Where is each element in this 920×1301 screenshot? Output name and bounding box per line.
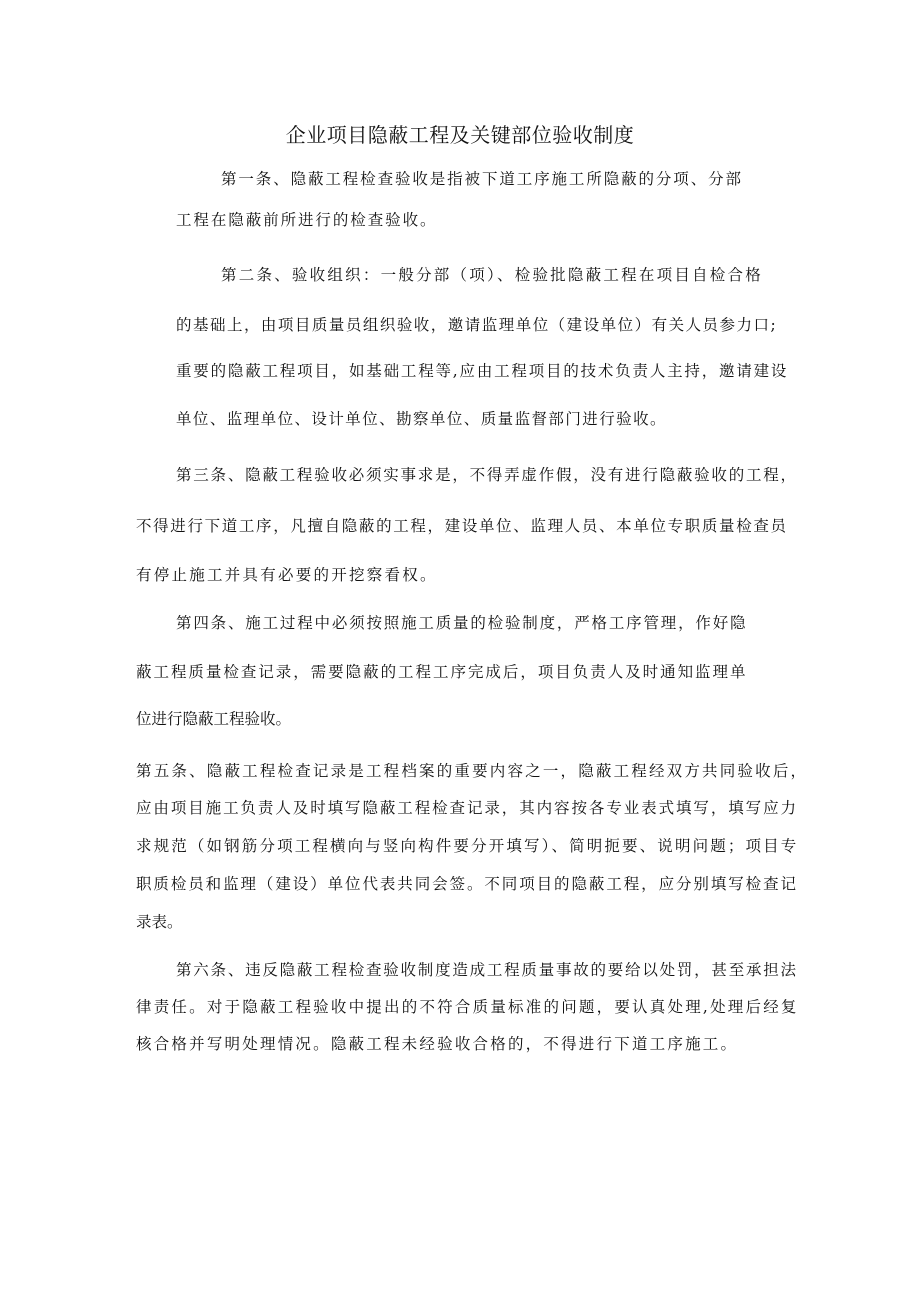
- article-5-line-2: 应由项目施工负责人及时填写隐蔽工程检查记录，其内容按各专业表式填写，填写应力: [136, 799, 798, 817]
- article-4-line-3: 位进行隐蔽工程验收。: [136, 710, 292, 728]
- article-2-line-3: 重要的隐蔽工程项目，如基础工程等,应由工程项目的技术负责人主持，邀请建设: [176, 362, 789, 380]
- article-4-line-2: 蔽工程质量检查记录，需要隐蔽的工程工序完成后，项目负责人及时通知监理单: [136, 663, 748, 681]
- document-title: 企业项目隐蔽工程及关键部位验收制度: [285, 123, 635, 147]
- article-6-line-2: 律责任。对于隐蔽工程验收中提出的不符合质量标准的问题，要认真处理,处理后经复: [136, 998, 799, 1016]
- article-3-line-1: 第三条、隐蔽工程验收必须实事求是，不得弄虚作假，没有进行隐蔽验收的工程，: [176, 466, 798, 484]
- article-5-line-5: 录表。: [136, 913, 183, 931]
- article-6-line-1: 第六条、违反隐蔽工程检查验收制度造成工程质量事故的要给以处罚，甚至承担法: [176, 961, 798, 979]
- article-1-line-2: 工程在隐蔽前所进行的检查验收。: [176, 211, 438, 229]
- article-1-line-1: 第一条、隐蔽工程检查验收是指被下道工序施工所隐蔽的分项、分部: [221, 170, 743, 188]
- article-2-line-4: 单位、监理单位、设计单位、勘察单位、质量监督部门进行验收。: [176, 410, 667, 428]
- article-5-line-1: 第五条、隐蔽工程检查记录是工程档案的重要内容之一，隐蔽工程经双方共同验收后，: [136, 762, 809, 780]
- article-2-line-1: 第二条、验收组织：一般分部（项）、检验批隐蔽工程在项目自检合格: [221, 266, 763, 284]
- article-4-line-1: 第四条、施工过程中必须按照施工质量的检验制度，严格工序管理，作好隐: [176, 614, 748, 632]
- article-3-line-2: 不得进行下道工序，凡擅自隐蔽的工程，建设单位、监理人员、本单位专职质量检查员: [136, 517, 788, 535]
- article-3-line-3: 有停止施工并具有必要的开挖察看权。: [136, 566, 438, 584]
- article-2-line-2: 的基础上，由项目质量员组织验收，邀请监理单位（建设单位）有关人员参力口;: [176, 316, 778, 334]
- article-5-line-4: 职质检员和监理（建设）单位代表共同会签。不同项目的隐蔽工程，应分别填写检查记: [136, 875, 798, 893]
- article-5-line-3: 求规范（如钢筋分项工程横向与竖向构件要分开填写）、简明扼要、说明问题；项目专: [136, 837, 799, 855]
- article-6-line-3: 核合格并写明处理情况。隐蔽工程未经验收合格的，不得进行下道工序施工。: [136, 1035, 739, 1053]
